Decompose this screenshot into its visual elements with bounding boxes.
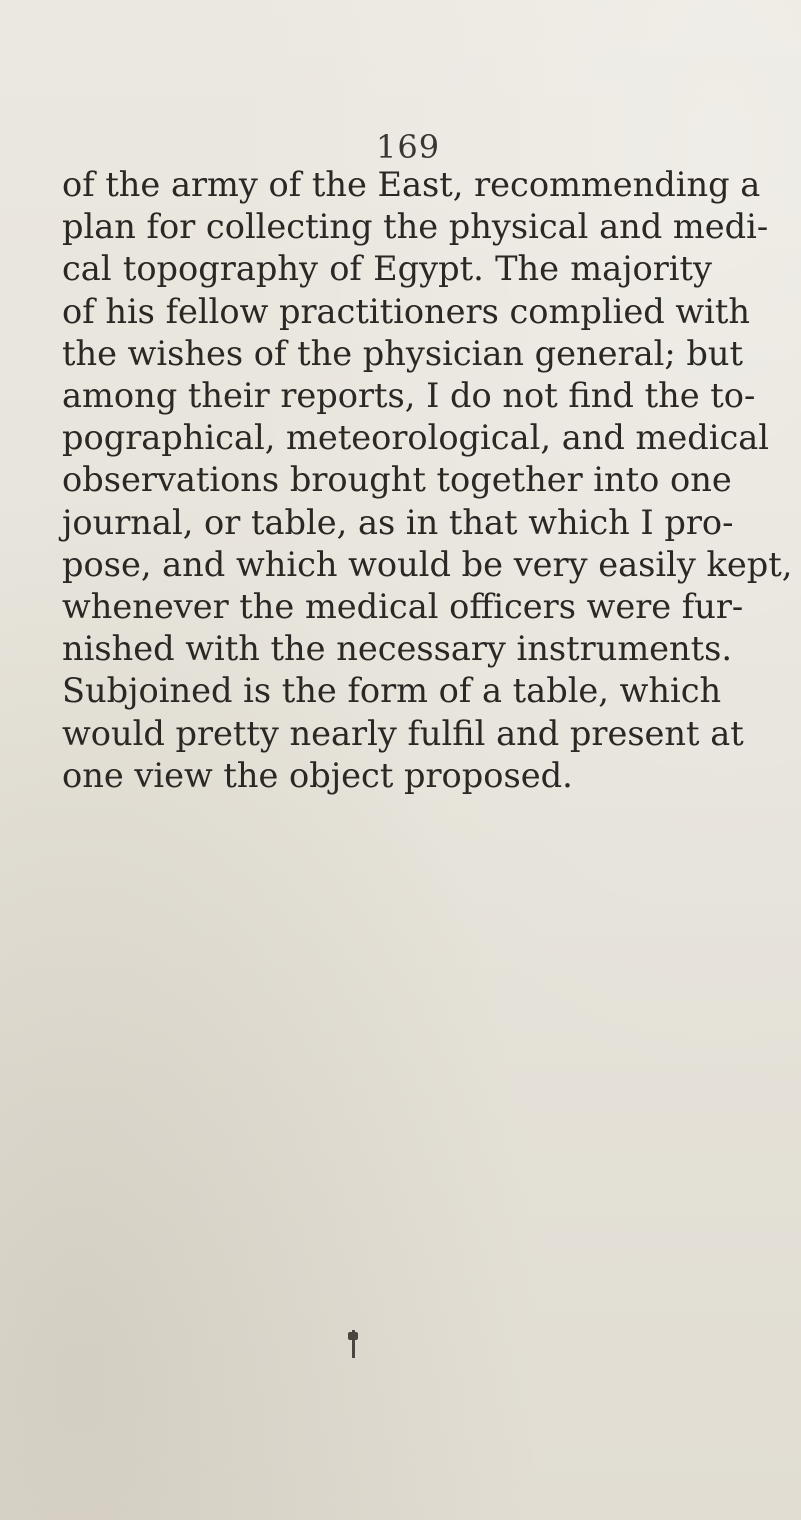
text-line: the wishes of the physician general; but: [62, 333, 743, 373]
text-line: whenever the medical officers were fur-: [62, 587, 744, 627]
text-line: Subjoined is the form of a table, which: [62, 671, 722, 711]
text-line: cal topography of Egypt. The majority: [62, 249, 712, 289]
text-line: pose, and which would be very easily kept,: [62, 544, 793, 584]
text-line: pographical, meteorological, and medical: [62, 418, 770, 458]
text-line: one view the object proposed.: [62, 755, 573, 795]
text-line: plan for collecting the physical and medi-: [62, 207, 769, 247]
text-line: of the army of the East, recommending a: [62, 165, 761, 204]
mark-cap: [348, 1332, 358, 1340]
text-line: observations brought together into one: [62, 460, 732, 500]
body-paragraph: [62, 164, 793, 797]
text-line: journal, or table, as in that which I pro-: [62, 502, 734, 542]
text-line: among their reports, I do not find the to-: [62, 376, 756, 416]
text-line: of his fellow practitioners complied with: [62, 291, 750, 331]
text-line: would pretty nearly fulfil and present at: [62, 713, 744, 753]
show-through-mark-icon: [348, 1330, 358, 1358]
text-line: nished with the necessary instruments.: [62, 629, 733, 669]
page-number: 169: [376, 128, 441, 166]
